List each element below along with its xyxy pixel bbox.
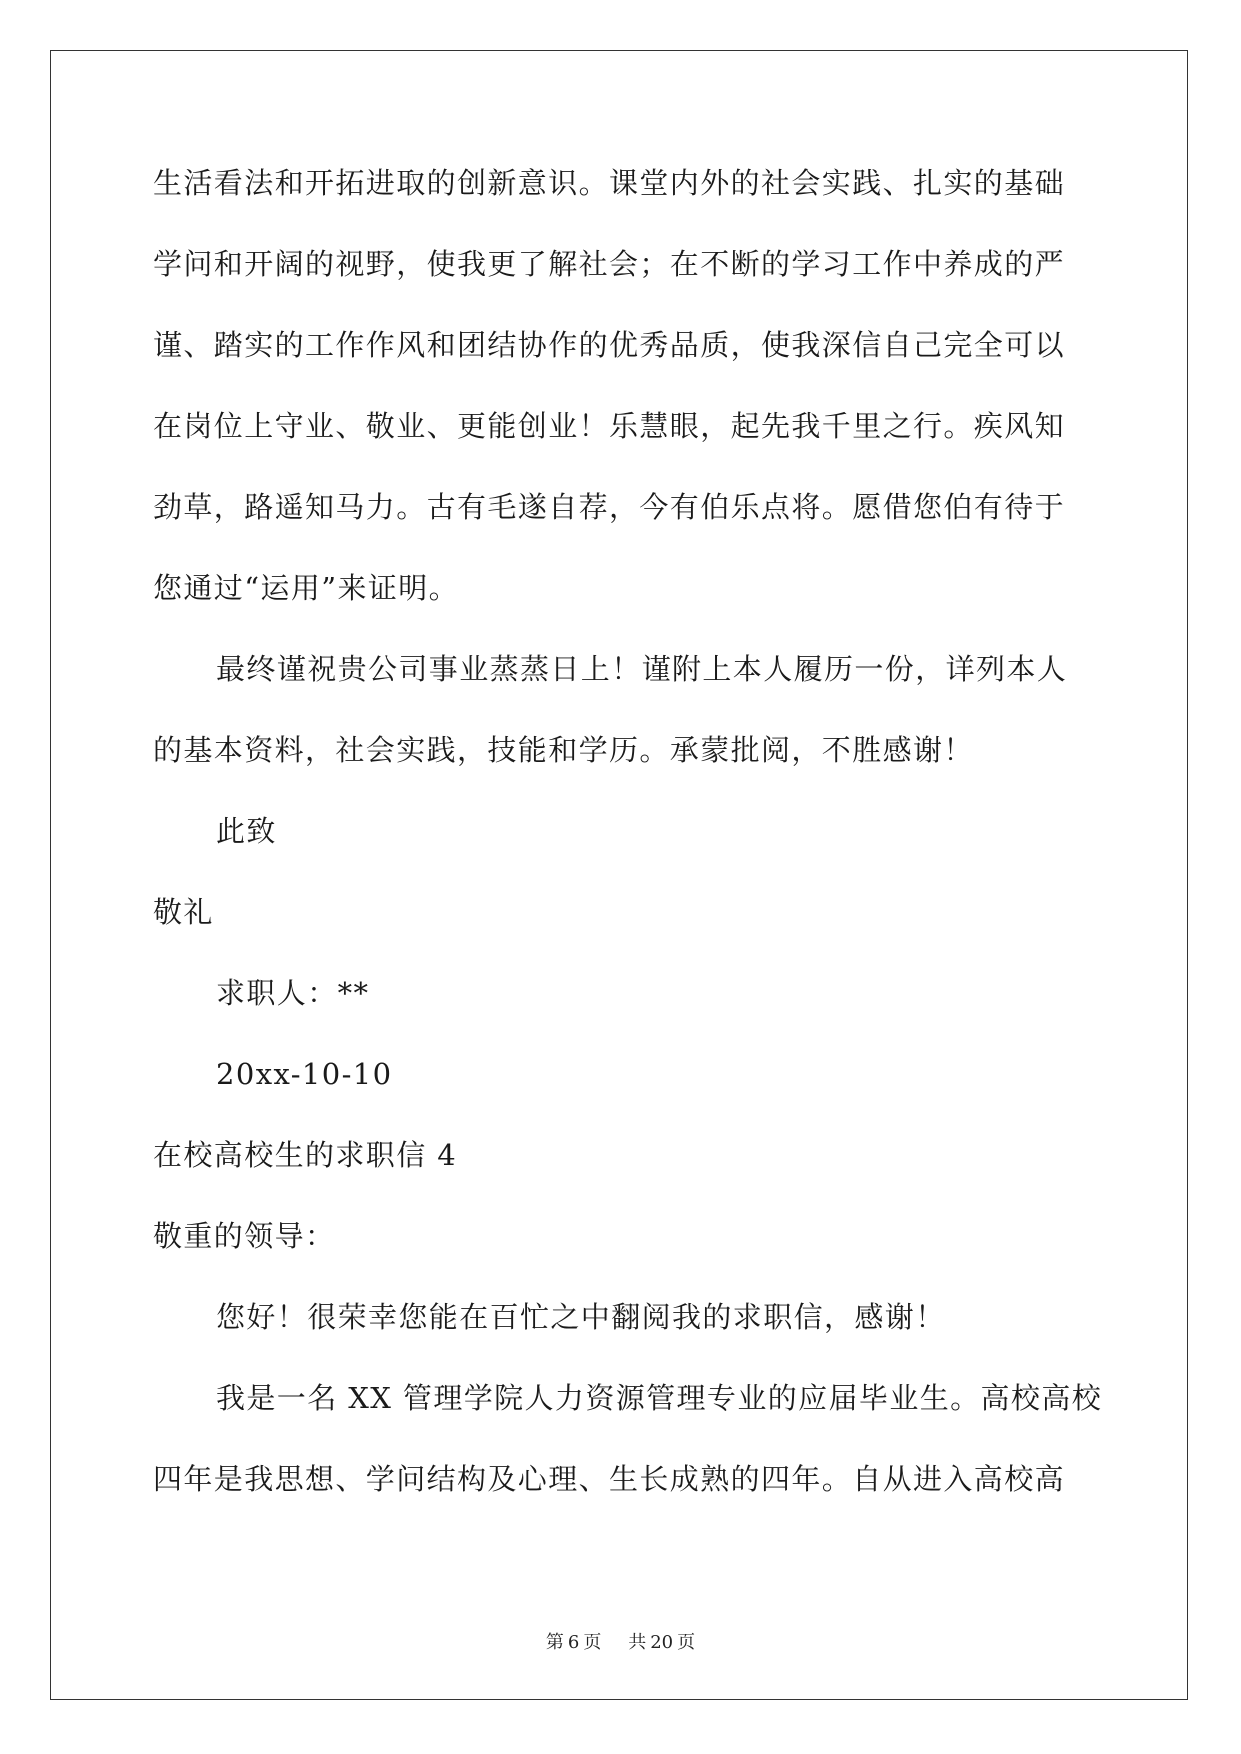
total-prefix: 共 <box>628 1632 647 1653</box>
text-line: 的基本资料，社会实践，技能和学历。承蒙批阅，不胜感谢！ <box>153 733 974 767</box>
closing-salutation: 此致 <box>216 814 277 848</box>
text-line: 您通过“运用”来证明。 <box>153 571 460 605</box>
page-footer <box>0 1628 1241 1654</box>
page-prefix: 第 <box>545 1632 564 1653</box>
total-pages: 20 <box>650 1632 674 1653</box>
page-suffix: 页 <box>583 1632 602 1653</box>
applicant-signature: 求职人：** <box>216 976 370 1010</box>
document-body <box>153 163 1103 1540</box>
page-number: 6 <box>567 1632 580 1653</box>
section-heading: 在校高校生的求职信 4 <box>153 1138 458 1172</box>
text-line: 四年是我思想、学问结构及心理、生长成熟的四年。自从进入高校高 <box>153 1462 1066 1496</box>
letter-date: 20xx-10-10 <box>216 1057 393 1091</box>
text-line: 劲草，路遥知马力。古有毛遂自荐，今有伯乐点将。愿借您伯有待于 <box>153 490 1066 524</box>
paragraph-start-line: 我是一名 XX 管理学院人力资源管理专业的应届毕业生。高校高校 <box>216 1381 1103 1415</box>
text-line: 学问和开阔的视野，使我更了解社会；在不断的学习工作中养成的严 <box>153 247 1066 281</box>
closing-regards: 敬礼 <box>153 895 214 929</box>
total-suffix: 页 <box>677 1632 696 1653</box>
text-line: 生活看法和开拓进取的创新意识。课堂内外的社会实践、扎实的基础 <box>153 166 1066 200</box>
text-line: 在岗位上守业、敬业、更能创业！乐慧眼，起先我千里之行。疾风知 <box>153 409 1066 443</box>
paragraph-start-line: 最终谨祝贵公司事业蒸蒸日上！谨附上本人履历一份，详列本人 <box>216 652 1068 686</box>
text-line: 谨、踏实的工作作风和团结协作的优秀品质，使我深信自己完全可以 <box>153 328 1066 362</box>
paragraph-start-line: 您好！很荣幸您能在百忙之中翻阅我的求职信，感谢！ <box>216 1300 946 1334</box>
letter-greeting: 敬重的领导： <box>153 1219 336 1253</box>
